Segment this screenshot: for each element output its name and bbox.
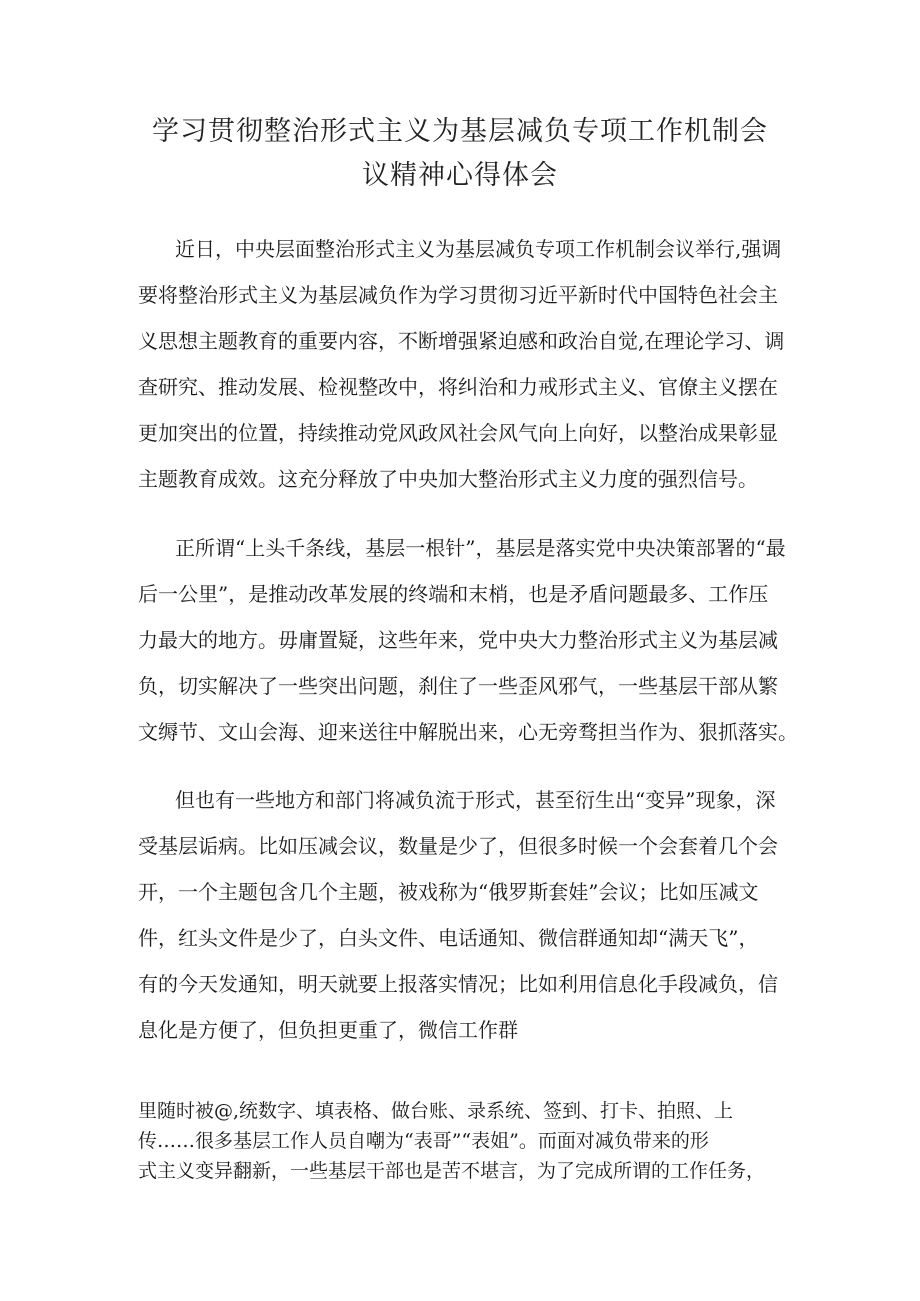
paragraph-line: 但也有一些地方和部门将减负流于形式，甚至衍生出“变异”现象，深 xyxy=(175,788,776,812)
paragraph-4 xyxy=(138,1096,798,1186)
paragraph-line: 正所谓“上头千条线，基层一根针”，基层是落实党中央决策部署的“最 xyxy=(175,536,786,560)
paragraph-2 xyxy=(138,525,798,755)
paragraph-line: 有的今天发通知，明天就要上报落实情况；比如利用信息化手段减负，信 xyxy=(138,972,778,996)
paragraph-line: 里随时被@,统数字、填表格、做台账、录系统、签到、打卡、拍照、上 xyxy=(138,1100,734,1122)
paragraph-1 xyxy=(138,226,792,502)
paragraph-line: 文缛节、文山会海、迎来送往中解脱出来，心无旁骛担当作为、狠抓落实。 xyxy=(138,720,798,744)
paragraph-line: 式主义变异翻新，一些基层干部也是苦不堪言，为了完成所谓的工作任务， xyxy=(138,1160,766,1182)
paragraph-line: 受基层诟病。比如压减会议，数量是少了，但很多时候一个会套着几个会 xyxy=(138,834,778,858)
paragraph-line: 更加突出的位置，持续推动党风政风社会风气向上向好，以整治成果彰显 xyxy=(138,421,778,445)
title-line-2: 议精神心得体会 xyxy=(362,160,558,191)
title-line-1: 学习贯彻整治形式主义为基层减负专项工作机制会 xyxy=(152,116,768,147)
paragraph-line: 力最大的地方。毋庸置疑，这些年来，党中央大力整治形式主义为基层减 xyxy=(138,628,778,652)
paragraph-line: 息化是方便了，但负担更重了，微信工作群 xyxy=(138,1018,518,1042)
paragraph-line: 义思想主题教育的重要内容，不断增强紧迫感和政治自觉,在理论学习、调 xyxy=(138,329,785,353)
document-title xyxy=(140,110,780,198)
paragraph-line: 传……很多基层工作人员自嘲为“表哥”“表姐”。而面对减负带来的形 xyxy=(138,1130,709,1152)
paragraph-line: 主题教育成效。这充分释放了中央加大整治形式主义力度的强烈信号。 xyxy=(138,467,758,491)
paragraph-3 xyxy=(138,777,792,1053)
paragraph-line: 近日，中央层面整治形式主义为基层减负专项工作机制会议举行,强调 xyxy=(175,237,782,261)
paragraph-line: 件，红头文件是少了，白头文件、电话通知、微信群通知却“满天飞”， xyxy=(138,926,759,950)
paragraph-line: 开，一个主题包含几个主题，被戏称为“俄罗斯套娃”会议；比如压减文 xyxy=(138,880,759,904)
paragraph-line: 查研究、推动发展、检视整改中，将纠治和力戒形式主义、官僚主义摆在 xyxy=(138,375,778,399)
paragraph-line: 后一公里”，是推动改革发展的终端和末梢，也是矛盾问题最多、工作压 xyxy=(138,582,769,606)
paragraph-line: 要将整治形式主义为基层减负作为学习贯彻习近平新时代中国特色社会主 xyxy=(138,283,778,307)
paragraph-line: 负，切实解决了一些突出问题，刹住了一些歪风邪气，一些基层干部从繁 xyxy=(138,674,778,698)
